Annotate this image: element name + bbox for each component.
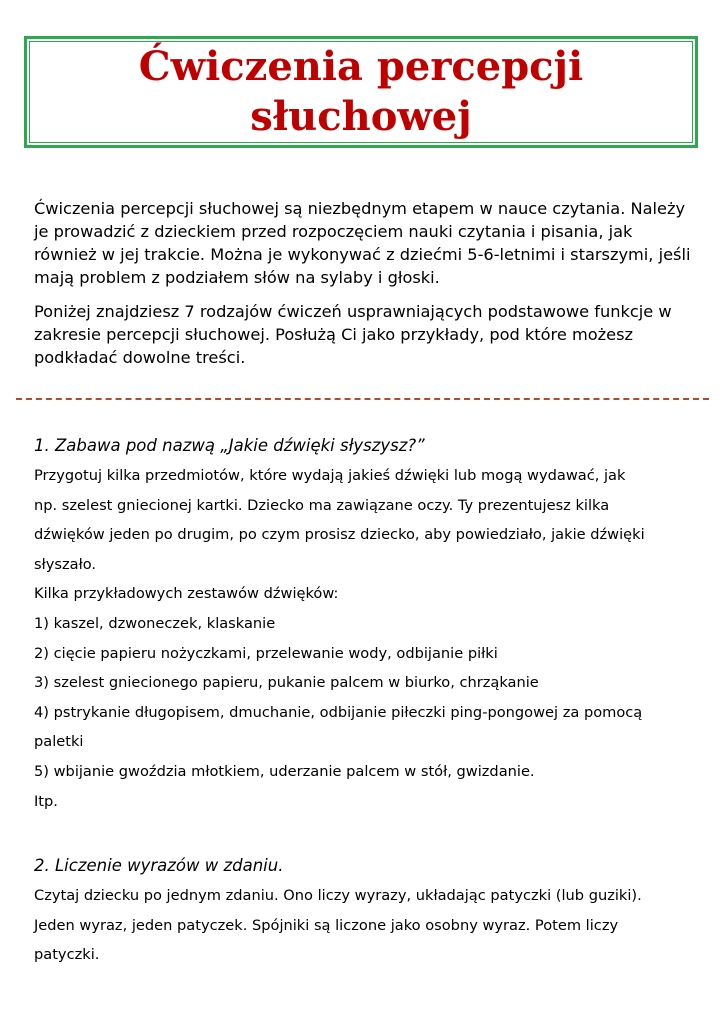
exercise-1-list-item: paletki xyxy=(34,733,84,751)
exercise-2-heading: 2. Liczenie wyrazów w zdaniu. xyxy=(34,856,284,875)
exercise-2-line: patyczki. xyxy=(34,946,100,964)
exercise-1-line: Przygotuj kilka przedmiotów, które wydają jakieś dźwięki lub mogą wydawać, jak xyxy=(34,467,626,484)
exercise-1-line: słyszało. xyxy=(34,555,97,573)
exercise-1-heading: 1. Zabawa pod nazwą „Jakie dźwięki słyszysz?” xyxy=(34,436,425,455)
exercise-1-list-item: 4) pstrykanie długopisem, dmuchanie, odbijanie piłeczki ping-pongowej za pomocą xyxy=(34,703,643,721)
title-line-2: słuchowej xyxy=(250,93,472,140)
exercise-2-section xyxy=(34,853,704,970)
title-box xyxy=(24,36,698,148)
intro-paragraph-1: Ćwiczenia percepcji słuchowej są niezbędnym etapem w nauce czytania. Należy je prowadzić z dzieckiem przed rozpoczęciem nauki czytania i pisania, jak również w jej trakcie. Można je wykonywać z dziećmi 5-6-letnimi i starszymi, jeśli mają problem z podziałem słów na sylaby i głoski. xyxy=(34,199,691,287)
exercise-1-line: Itp. xyxy=(34,792,58,810)
page-title xyxy=(139,42,583,142)
exercise-2-line: Jeden wyraz, jeden patyczek. Spójniki są liczone jako osobny wyraz. Potem liczy xyxy=(34,916,619,934)
exercise-1-section xyxy=(34,433,704,816)
title-line-1: Ćwiczenia percepcji xyxy=(138,43,584,90)
exercise-1-list-item: 5) wbijanie gwoździa młotkiem, uderzanie palcem w stół, gwizdanie. xyxy=(34,762,535,780)
exercise-1-line: Kilka przykładowych zestawów dźwięków: xyxy=(34,585,339,603)
intro-text xyxy=(34,197,699,380)
intro-paragraph-2: Poniżej znajdziesz 7 rodzajów ćwiczeń usprawniających podstawowe funkcje w zakresie percepcji słuchowej. Posłużą Ci jako przykłady, pod które możesz podkładać dowolne treści. xyxy=(34,302,672,367)
exercise-1-list-item: 1) kaszel, dzwoneczek, klaskanie xyxy=(34,614,276,632)
exercise-1-line: dźwięków jeden po drugim, po czym prosisz dziecko, aby powiedziało, jakie dźwięki xyxy=(34,526,645,544)
exercise-1-list-item: 3) szelest gniecionego papieru, pukanie palcem w biurko, chrząkanie xyxy=(34,674,539,692)
dashed-divider xyxy=(16,398,709,400)
exercise-2-line: Czytaj dziecku po jednym zdaniu. Ono liczy wyrazy, układając patyczki (lub guziki). xyxy=(34,887,642,904)
exercise-1-list-item: 2) cięcie papieru nożyczkami, przelewanie wody, odbijanie piłki xyxy=(34,644,498,662)
exercise-1-line: np. szelest gniecionej kartki. Dziecko ma zawiązane oczy. Ty prezentujesz kilka xyxy=(34,496,610,514)
